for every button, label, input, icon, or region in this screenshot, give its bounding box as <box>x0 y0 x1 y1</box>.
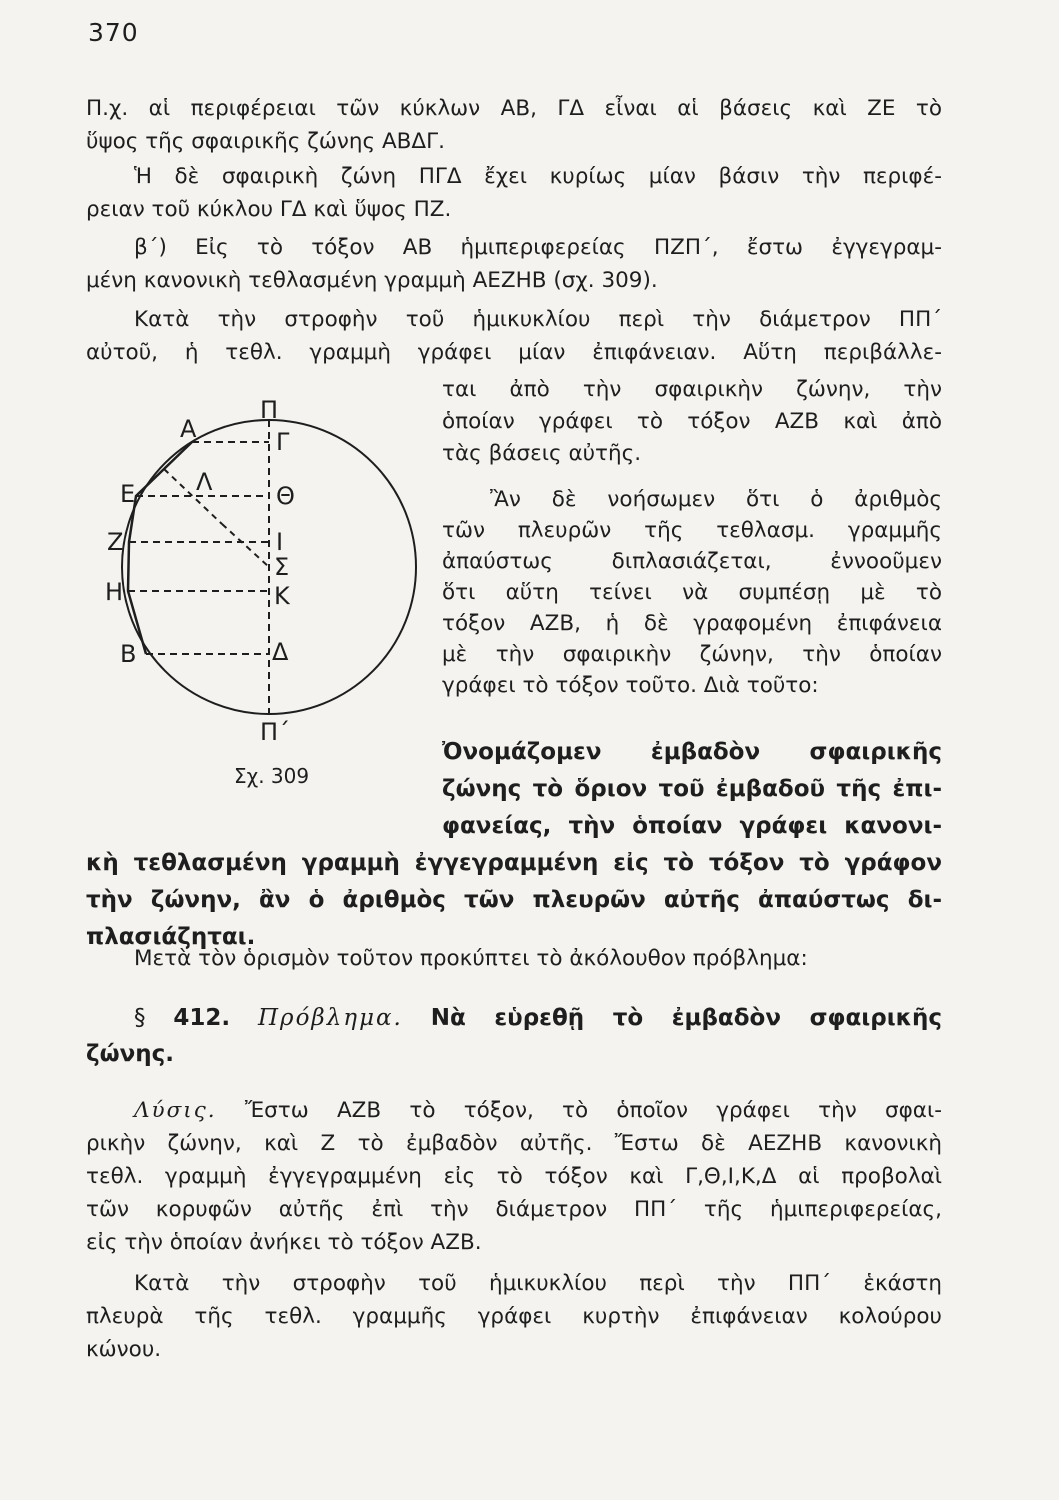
text-line: κὴ τεθλασμένη γραμμὴ ἐγγεγραμμένη εἰς τὸ τόξον τὸ γράφον <box>86 850 942 876</box>
problem-statement-end: ζώνης. <box>86 1041 174 1067</box>
label-L: Λ <box>196 468 213 496</box>
label-B: Β <box>120 640 137 668</box>
label-Th: Θ <box>276 482 295 510</box>
paragraph-cone-frustum <box>86 1267 942 1366</box>
paragraph-rotation <box>86 303 942 369</box>
text-line: Κατὰ τὴν στροφὴν τοῦ ἡμικυκλίου περὶ τὴν διάμετρον ΠΠ΄ <box>134 307 942 332</box>
text-line: τὴν ζώνην, ἂν ὁ ἀριθμὸς τῶν πλευρῶν αὐτῆς ἀπαύστως δι- <box>86 887 942 913</box>
label-D: Δ <box>272 638 289 666</box>
text-line: ὕψος τῆς σφαιρικῆς ζώνης ΑΒΔΓ. <box>86 129 445 154</box>
problem-heading <box>86 1000 942 1072</box>
section-sign: § <box>134 1005 146 1031</box>
paragraph-solution <box>86 1094 942 1259</box>
label-P: Π <box>260 396 279 424</box>
text-line: γράφει τὸ τόξον τοῦτο. Διὰ τοῦτο: <box>442 673 819 698</box>
spherical-zone-diagram <box>92 392 432 814</box>
section-number: 412. <box>173 1005 231 1031</box>
paragraph-problem-intro: Μετὰ τὸν ὁρισμὸν τοῦτον προκύπτει τὸ ἀκόλουθον πρόβλημα: <box>134 946 808 971</box>
paragraph-single-base <box>86 160 942 226</box>
text-line: Κατὰ τὴν στροφὴν τοῦ ἡμικυκλίου περὶ τὴν ΠΠ΄ ἑκάστη <box>134 1271 942 1296</box>
figure-caption: Σχ. 309 <box>234 764 310 788</box>
text-line: β΄) Εἰς τὸ τόξον ΑΒ ἡμιπεριφερείας ΠΖΠ΄, ἔστω ἐγγεγραμ- <box>134 235 942 260</box>
solution-first-line <box>86 1094 942 1127</box>
label-E: Ε <box>120 480 136 508</box>
label-G: Γ <box>276 428 290 456</box>
label-S: Σ <box>274 553 290 581</box>
solution-label: Λύσις. <box>134 1098 217 1123</box>
text-line: Ἂν δὲ νοήσωμεν ὅτι ὁ ἀριθμὸς <box>490 487 942 512</box>
text-line: τῶν πλευρῶν τῆς τεθλασμ. γραμμῆς <box>442 518 942 543</box>
text-line: μένη κανονικὴ τεθλασμένη γραμμὴ ΑΕΖΗΒ (σχ. 309). <box>86 268 658 293</box>
label-A: Α <box>180 415 197 443</box>
paragraph-rotation-continued <box>442 374 942 470</box>
problem-label: Πρόβλημα. <box>258 1005 403 1031</box>
problem-statement: Νὰ εὑρεθῇ τὸ ἐμβαδὸν σφαιρικῆς <box>430 1005 943 1031</box>
label-Z: Ζ <box>107 528 124 556</box>
text-line: φανείας, τὴν ὁποίαν γράφει κανονι- <box>442 813 942 839</box>
text-line: ται ἀπὸ τὴν σφαιρικὴν ζώνην, τὴν <box>442 377 942 402</box>
text-line: ἀπαύστως διπλασιάζεται, ἐννοοῦμεν <box>442 549 942 574</box>
problem-heading-line <box>86 1000 942 1036</box>
page-number: 370 <box>88 18 139 47</box>
text-line: τόξον ΑΖΒ, ἡ δὲ γραφομένη ἐπιφάνεια <box>442 611 942 636</box>
text-line: ζώνης τὸ ὅριον τοῦ ἐμβαδοῦ τῆς ἐπι- <box>442 776 942 802</box>
text-line: κώνου. <box>86 1337 162 1362</box>
text-line: μὲ τὴν σφαιρικὴν ζώνην, τὴν ὁποίαν <box>442 642 942 667</box>
text-line: εἰς τὴν ὁποίαν ἀνήκει τὸ τόξον ΑΖΒ. <box>86 1230 482 1255</box>
text-line: τεθλ. γραμμὴ ἐγγεγραμμένη εἰς τὸ τόξον καὶ Γ,Θ,Ι,Κ,Δ αἱ προβολαὶ <box>86 1164 942 1189</box>
figure-309 <box>92 392 432 814</box>
text-line: ρειαν τοῦ κύκλου ΓΔ καὶ ὕψος ΠΖ. <box>86 197 452 222</box>
text-line: πλευρὰ τῆς τεθλ. γραμμῆς γράφει κυρτὴν ἐπιφάνειαν κολούρου <box>86 1304 942 1329</box>
label-P2: Π΄ <box>260 718 291 746</box>
inscribed-broken-line <box>128 442 192 654</box>
text-line: ὅτι αὕτη τείνει νὰ συμπέσῃ μὲ τὸ <box>442 580 942 605</box>
label-K: Κ <box>274 582 290 610</box>
text-line: πλασιάζηται. <box>86 924 256 950</box>
label-H: Η <box>105 578 124 606</box>
paragraph-bases-example <box>86 92 942 158</box>
text-line: αὐτοῦ, ἡ τεθλ. γραμμὴ γράφει μίαν ἐπιφάνειαν. Αὕτη περιβάλλε- <box>86 340 942 365</box>
apothem-line <box>222 524 269 567</box>
text-line: Π.χ. αἱ περιφέρειαι τῶν κύκλων ΑΒ, ΓΔ εἶναι αἱ βάσεις καὶ ΖΕ τὸ <box>86 96 942 121</box>
label-I: Ι <box>276 528 284 556</box>
text-line: Ὀνομάζομεν ἐμβαδὸν σφαιρικῆς <box>442 739 942 765</box>
text-line: Ἡ δὲ σφαιρικὴ ζώνη ΠΓΔ ἔχει κυρίως μίαν βάσιν τὴν περιφέ- <box>134 164 942 189</box>
paragraph-doubling <box>442 484 942 701</box>
text-line: ὁποίαν γράφει τὸ τόξον ΑΖΒ καὶ ἀπὸ <box>442 409 942 434</box>
paragraph-inscribed-line <box>86 231 942 297</box>
text-line: ρικὴν ζώνην, καὶ Ζ τὸ ἐμβαδὸν αὐτῆς. Ἔστω δὲ ΑΕΖΗΒ κανονικὴ <box>86 1131 942 1156</box>
text-line: τὰς βάσεις αὐτῆς. <box>442 441 642 466</box>
solution-text: Ἔστω ΑΖΒ τὸ τόξον, τὸ ὁποῖον γράφει τὴν σφαι- <box>244 1098 942 1123</box>
text-line: τῶν κορυφῶν αὐτῆς ἐπὶ τὴν διάμετρον ΠΠ΄ τῆς ἡμιπεριφερείας, <box>86 1197 942 1222</box>
